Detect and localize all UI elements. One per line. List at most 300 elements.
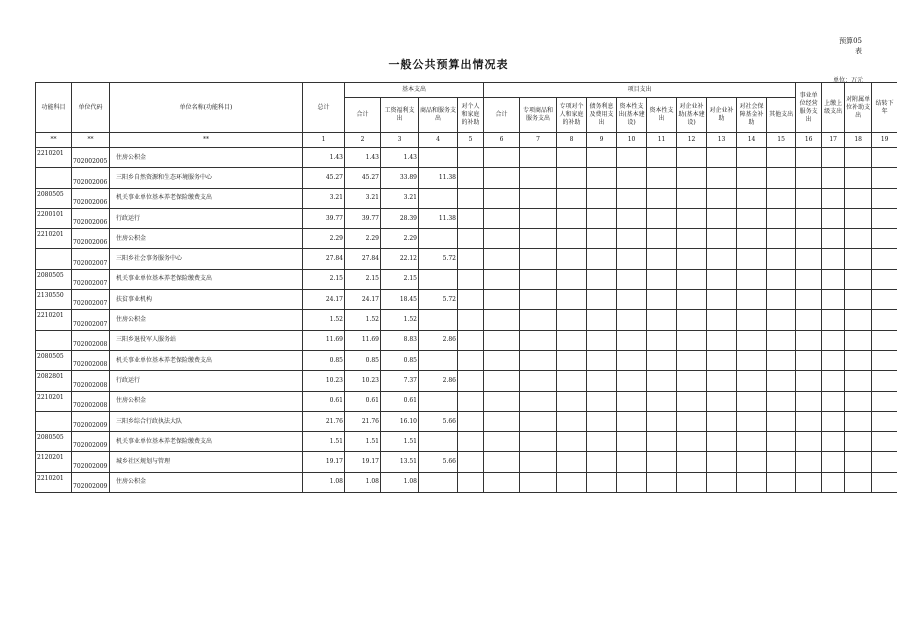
empty-cell — [557, 229, 587, 249]
basic-total-cell: 1.51 — [345, 432, 381, 452]
empty-cell — [520, 472, 557, 492]
table-row — [36, 391, 897, 411]
total-cell: 21.76 — [303, 411, 345, 431]
empty-cell — [767, 168, 796, 188]
empty-cell — [767, 330, 796, 350]
empty-cell — [677, 290, 707, 310]
empty-cell — [520, 269, 557, 289]
empty-cell — [677, 391, 707, 411]
empty-cell — [484, 290, 520, 310]
empty-cell — [484, 350, 520, 370]
empty-cell — [737, 249, 767, 269]
empty-cell — [617, 411, 647, 431]
empty-cell — [557, 330, 587, 350]
func-code-cell: 2080505 — [36, 432, 72, 452]
empty-cell — [796, 391, 822, 411]
empty-cell — [822, 269, 845, 289]
unit-code-cell: 702002006 — [72, 188, 110, 208]
header-project-col: 对企业补助(基本建设) — [677, 98, 707, 133]
empty-cell — [845, 290, 872, 310]
empty-cell — [737, 208, 767, 228]
goods-cell: 2.86 — [419, 371, 458, 391]
index-cell: 7 — [520, 133, 557, 148]
index-cell: 14 — [737, 133, 767, 148]
empty-cell — [796, 350, 822, 370]
unit-code-cell: 702002009 — [72, 472, 110, 492]
basic-total-cell: 1.52 — [345, 310, 381, 330]
empty-cell — [677, 188, 707, 208]
empty-cell — [796, 330, 822, 350]
empty-cell — [872, 208, 897, 228]
empty-cell — [677, 208, 707, 228]
empty-cell — [557, 391, 587, 411]
func-code-cell — [36, 411, 72, 431]
index-cell: 18 — [845, 133, 872, 148]
total-cell: 0.85 — [303, 350, 345, 370]
empty-cell — [617, 432, 647, 452]
basic-total-cell: 11.69 — [345, 330, 381, 350]
empty-cell — [557, 188, 587, 208]
wage-cell: 2.29 — [381, 229, 419, 249]
func-code-cell: 2080505 — [36, 269, 72, 289]
empty-cell — [822, 229, 845, 249]
unit-code-cell: 702002007 — [72, 290, 110, 310]
empty-cell — [822, 411, 845, 431]
wage-cell: 1.43 — [381, 148, 419, 168]
basic-total-cell: 0.61 — [345, 391, 381, 411]
basic-total-cell: 2.15 — [345, 269, 381, 289]
func-code-cell — [36, 168, 72, 188]
unit-code-cell: 702002006 — [72, 229, 110, 249]
index-cell: 3 — [381, 133, 419, 148]
func-code-cell: 2210201 — [36, 148, 72, 168]
header-basic-col: 商品和服务支出 — [419, 98, 458, 133]
empty-cell — [796, 229, 822, 249]
empty-cell — [707, 249, 737, 269]
unit-code-cell: 702002008 — [72, 391, 110, 411]
empty-cell — [520, 391, 557, 411]
basic-total-cell: 39.77 — [345, 208, 381, 228]
empty-cell — [484, 168, 520, 188]
empty-cell — [458, 269, 484, 289]
empty-cell — [845, 310, 872, 330]
table-row — [36, 350, 897, 370]
empty-cell — [845, 249, 872, 269]
wage-cell: 8.83 — [381, 330, 419, 350]
form-number — [839, 36, 862, 56]
empty-cell — [617, 269, 647, 289]
empty-cell — [587, 432, 617, 452]
empty-cell — [617, 290, 647, 310]
unit-name-cell: 住房公积金 — [110, 391, 303, 411]
empty-cell — [796, 472, 822, 492]
header-project-col: 专项对个人和家庭的补助 — [557, 98, 587, 133]
empty-cell — [707, 350, 737, 370]
empty-cell — [647, 330, 677, 350]
empty-cell — [845, 229, 872, 249]
empty-cell — [707, 290, 737, 310]
empty-cell — [707, 229, 737, 249]
empty-cell — [872, 350, 897, 370]
wage-cell: 18.45 — [381, 290, 419, 310]
total-cell: 3.21 — [303, 188, 345, 208]
empty-cell — [520, 290, 557, 310]
func-code-cell: 2082801 — [36, 371, 72, 391]
empty-cell — [647, 249, 677, 269]
unit-name-cell: 机关事业单位基本养老保险缴费支出 — [110, 432, 303, 452]
func-code-cell: 2210201 — [36, 229, 72, 249]
empty-cell — [707, 148, 737, 168]
table-row — [36, 452, 897, 472]
empty-cell — [617, 310, 647, 330]
wage-cell: 28.39 — [381, 208, 419, 228]
func-code-cell: 2210201 — [36, 472, 72, 492]
unit-code-cell: 702002006 — [72, 208, 110, 228]
empty-cell — [737, 290, 767, 310]
empty-cell — [796, 452, 822, 472]
empty-cell — [647, 188, 677, 208]
empty-cell — [677, 350, 707, 370]
unit-name-cell: 机关事业单位基本养老保险缴费支出 — [110, 269, 303, 289]
header-project-col: 其他支出 — [767, 98, 796, 133]
empty-cell — [677, 472, 707, 492]
goods-cell — [419, 391, 458, 411]
header-side-2: 对附属单位补助支出 — [845, 83, 872, 133]
empty-cell — [520, 350, 557, 370]
basic-total-cell: 45.27 — [345, 168, 381, 188]
empty-cell — [767, 290, 796, 310]
header-project-col: 对社会保障基金补助 — [737, 98, 767, 133]
empty-cell — [617, 148, 647, 168]
empty-cell — [737, 148, 767, 168]
empty-cell — [617, 168, 647, 188]
empty-cell — [647, 208, 677, 228]
empty-cell — [737, 452, 767, 472]
empty-cell — [458, 452, 484, 472]
empty-cell — [677, 310, 707, 330]
index-cell: 12 — [677, 133, 707, 148]
total-cell: 1.43 — [303, 148, 345, 168]
wage-cell: 0.85 — [381, 350, 419, 370]
empty-cell — [520, 432, 557, 452]
func-code-cell: 2120201 — [36, 452, 72, 472]
empty-cell — [872, 452, 897, 472]
empty-cell — [587, 249, 617, 269]
total-cell: 0.61 — [303, 391, 345, 411]
empty-cell — [458, 188, 484, 208]
empty-cell — [796, 148, 822, 168]
empty-cell — [458, 472, 484, 492]
empty-cell — [796, 432, 822, 452]
empty-cell — [587, 411, 617, 431]
empty-cell — [822, 188, 845, 208]
header-project: 项目支出 — [484, 83, 796, 98]
empty-cell — [520, 229, 557, 249]
unit-name-cell: 住房公积金 — [110, 148, 303, 168]
empty-cell — [484, 148, 520, 168]
wage-cell: 1.51 — [381, 432, 419, 452]
total-cell: 27.84 — [303, 249, 345, 269]
empty-cell — [767, 188, 796, 208]
header-basic-col: 工资福利支出 — [381, 98, 419, 133]
func-code-cell: 2210201 — [36, 310, 72, 330]
total-cell: 1.52 — [303, 310, 345, 330]
empty-cell — [872, 290, 897, 310]
goods-cell — [419, 269, 458, 289]
func-code-cell: 2080505 — [36, 188, 72, 208]
unit-name-cell: 住房公积金 — [110, 310, 303, 330]
empty-cell — [872, 472, 897, 492]
empty-cell — [647, 269, 677, 289]
index-row — [36, 133, 897, 148]
empty-cell — [587, 168, 617, 188]
total-cell: 2.29 — [303, 229, 345, 249]
index-cell: 15 — [767, 133, 796, 148]
empty-cell — [458, 168, 484, 188]
empty-cell — [796, 269, 822, 289]
empty-cell — [647, 148, 677, 168]
basic-total-cell: 24.17 — [345, 290, 381, 310]
empty-cell — [557, 208, 587, 228]
wage-cell: 16.10 — [381, 411, 419, 431]
header-project-col: 资本性支出(基本建设) — [617, 98, 647, 133]
empty-cell — [707, 310, 737, 330]
empty-cell — [737, 269, 767, 289]
empty-cell — [822, 371, 845, 391]
empty-cell — [587, 310, 617, 330]
empty-cell — [822, 350, 845, 370]
index-cell: ** — [72, 133, 110, 148]
table-row — [36, 310, 897, 330]
total-cell: 10.23 — [303, 371, 345, 391]
index-cell: ** — [36, 133, 72, 148]
basic-total-cell: 19.17 — [345, 452, 381, 472]
empty-cell — [677, 411, 707, 431]
total-cell: 1.08 — [303, 472, 345, 492]
form-number-line1: 预算05 — [839, 37, 862, 45]
basic-total-cell: 27.84 — [345, 249, 381, 269]
empty-cell — [677, 269, 707, 289]
empty-cell — [587, 208, 617, 228]
goods-cell: 11.38 — [419, 208, 458, 228]
form-number-line2: 表 — [855, 47, 862, 55]
empty-cell — [845, 168, 872, 188]
empty-cell — [822, 391, 845, 411]
empty-cell — [796, 290, 822, 310]
goods-cell: 2.86 — [419, 330, 458, 350]
empty-cell — [557, 452, 587, 472]
index-cell: 13 — [707, 133, 737, 148]
total-cell: 1.51 — [303, 432, 345, 452]
empty-cell — [647, 290, 677, 310]
index-cell: 10 — [617, 133, 647, 148]
empty-cell — [520, 411, 557, 431]
index-cell: 11 — [647, 133, 677, 148]
empty-cell — [677, 148, 707, 168]
func-code-cell — [36, 249, 72, 269]
empty-cell — [767, 411, 796, 431]
empty-cell — [872, 168, 897, 188]
empty-cell — [587, 371, 617, 391]
empty-cell — [557, 310, 587, 330]
table-row — [36, 371, 897, 391]
empty-cell — [647, 229, 677, 249]
empty-cell — [822, 432, 845, 452]
empty-cell — [617, 472, 647, 492]
empty-cell — [767, 208, 796, 228]
empty-cell — [484, 229, 520, 249]
unit-name-cell: 三阳乡自然资源和生态环境服务中心 — [110, 168, 303, 188]
table-row — [36, 188, 897, 208]
empty-cell — [845, 269, 872, 289]
empty-cell — [557, 290, 587, 310]
header-project-col: 专项商品和服务支出 — [520, 98, 557, 133]
empty-cell — [458, 371, 484, 391]
empty-cell — [587, 452, 617, 472]
empty-cell — [587, 269, 617, 289]
empty-cell — [484, 249, 520, 269]
header-basic: 基本支出 — [345, 83, 484, 98]
empty-cell — [737, 168, 767, 188]
empty-cell — [767, 432, 796, 452]
empty-cell — [767, 472, 796, 492]
index-cell: 5 — [458, 133, 484, 148]
unit-label: 单位：万元 — [832, 77, 863, 84]
empty-cell — [617, 371, 647, 391]
goods-cell — [419, 188, 458, 208]
index-cell: 6 — [484, 133, 520, 148]
wage-cell: 1.52 — [381, 310, 419, 330]
empty-cell — [484, 208, 520, 228]
basic-total-cell: 3.21 — [345, 188, 381, 208]
empty-cell — [520, 188, 557, 208]
basic-total-cell: 1.08 — [345, 472, 381, 492]
empty-cell — [520, 208, 557, 228]
empty-cell — [707, 411, 737, 431]
empty-cell — [587, 188, 617, 208]
empty-cell — [822, 330, 845, 350]
empty-cell — [767, 310, 796, 330]
wage-cell: 2.15 — [381, 269, 419, 289]
empty-cell — [822, 208, 845, 228]
wage-cell: 33.89 — [381, 168, 419, 188]
empty-cell — [484, 391, 520, 411]
empty-cell — [458, 290, 484, 310]
unit-code-cell: 702002007 — [72, 249, 110, 269]
index-cell: 2 — [345, 133, 381, 148]
goods-cell: 5.72 — [419, 249, 458, 269]
header-project-col: 合计 — [484, 98, 520, 133]
index-cell: 9 — [587, 133, 617, 148]
table-row — [36, 330, 897, 350]
index-cell: 8 — [557, 133, 587, 148]
empty-cell — [796, 188, 822, 208]
empty-cell — [458, 249, 484, 269]
table-row — [36, 208, 897, 228]
empty-cell — [617, 452, 647, 472]
empty-cell — [737, 310, 767, 330]
unit-code-cell: 702002008 — [72, 350, 110, 370]
header-project-col: 债务利息及费用支出 — [587, 98, 617, 133]
empty-cell — [484, 371, 520, 391]
empty-cell — [845, 148, 872, 168]
empty-cell — [845, 391, 872, 411]
unit-name-cell: 机关事业单位基本养老保险缴费支出 — [110, 188, 303, 208]
empty-cell — [872, 249, 897, 269]
unit-code-cell: 702002008 — [72, 330, 110, 350]
empty-cell — [845, 432, 872, 452]
empty-cell — [484, 310, 520, 330]
table-row — [36, 411, 897, 431]
goods-cell — [419, 229, 458, 249]
empty-cell — [872, 310, 897, 330]
empty-cell — [587, 290, 617, 310]
empty-cell — [677, 168, 707, 188]
goods-cell — [419, 148, 458, 168]
empty-cell — [677, 371, 707, 391]
empty-cell — [767, 452, 796, 472]
empty-cell — [520, 330, 557, 350]
empty-cell — [458, 411, 484, 431]
unit-code-cell: 702002009 — [72, 432, 110, 452]
index-cell: 16 — [796, 133, 822, 148]
empty-cell — [767, 371, 796, 391]
empty-cell — [617, 208, 647, 228]
empty-cell — [520, 249, 557, 269]
empty-cell — [822, 310, 845, 330]
total-cell: 19.17 — [303, 452, 345, 472]
total-cell: 2.15 — [303, 269, 345, 289]
empty-cell — [557, 249, 587, 269]
empty-cell — [677, 229, 707, 249]
table-row — [36, 269, 897, 289]
empty-cell — [796, 371, 822, 391]
empty-cell — [617, 188, 647, 208]
index-cell: 1 — [303, 133, 345, 148]
func-code-cell: 2080505 — [36, 350, 72, 370]
empty-cell — [767, 391, 796, 411]
wage-cell: 22.12 — [381, 249, 419, 269]
empty-cell — [737, 432, 767, 452]
empty-cell — [737, 472, 767, 492]
empty-cell — [484, 188, 520, 208]
basic-total-cell: 2.29 — [345, 229, 381, 249]
empty-cell — [557, 350, 587, 370]
index-cell: 19 — [872, 133, 897, 148]
empty-cell — [520, 452, 557, 472]
empty-cell — [845, 411, 872, 431]
empty-cell — [767, 249, 796, 269]
header-func-code: 功能科目 — [36, 83, 72, 133]
empty-cell — [458, 350, 484, 370]
empty-cell — [647, 168, 677, 188]
empty-cell — [872, 411, 897, 431]
func-code-cell: 2200101 — [36, 208, 72, 228]
unit-name-cell: 扶贫事业机构 — [110, 290, 303, 310]
empty-cell — [822, 452, 845, 472]
empty-cell — [520, 371, 557, 391]
empty-cell — [647, 452, 677, 472]
empty-cell — [822, 168, 845, 188]
unit-name-cell: 三阳乡社会事务服务中心 — [110, 249, 303, 269]
total-cell: 24.17 — [303, 290, 345, 310]
empty-cell — [484, 269, 520, 289]
goods-cell: 11.38 — [419, 168, 458, 188]
header-side-0: 事业单位经营服务支出 — [796, 83, 822, 133]
empty-cell — [557, 269, 587, 289]
header-basic-col: 对个人和家庭的补助 — [458, 98, 484, 133]
header-side-3: 结转下年 — [872, 83, 897, 133]
